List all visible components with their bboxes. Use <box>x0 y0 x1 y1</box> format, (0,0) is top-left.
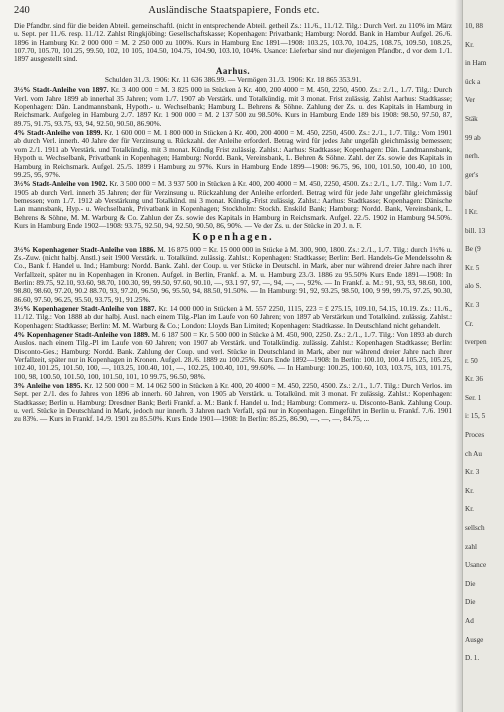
bond-body: M. 6 187 500 = Kr. 5 500 000 in Stücke à M. 450, 900, 2250. Zs.: 2./1., 1./7. Tilg.: Von 1893 ab durch Auslos. nach einem Tilg.-Pl im Laufe von 60 Jahren; von 1907 ab Verstärk. und Totalkündig. zulässig. Zahlst.: Kopenhagen Stadtkasse; Berlin: Disconto-Ges.; Hamburg: Nordd. Bank. Zahlung der Coup. und verl. Stücke in Deutschland in Mark, aber nur während dreier Jahre nach ihrer Verfallzeit, später nur in Kopenhagen in Kronen. Aufgel. 28./6. 1889 zu 100.25%. Kurs Ende 1892—1908: In Berlin: 100.10, 100.4 105.25, 105.25, 102.40, 101.25, 101.50, 100, —, 103.25, 100.40, 101, —, 102.25, 100.40, 101, 99.60%. — In Hamburg: 100.25, 100.60, 103, 103.75, 103, 101.75, 100, 98, 100.50, 101.50, 100, 101.50, 101, 10 99.75, 96.50, 98%. <box>14 330 452 381</box>
facing-page-fragment: Kr. <box>465 505 474 514</box>
facing-page-fragment: ch Au <box>465 449 482 458</box>
facing-page-fragment: nerh. <box>465 152 480 161</box>
facing-page-fragment: i: 15, 5 <box>465 412 486 421</box>
bond-body: Kr. 3 400 000 = M. 3 825 000 in Stücken à Kr. 400, 200 4000 = M. 450, 2250, 4500. Zs.: 2./1., 1./7. Tilg.: Durch Verl. vom Jahre 1899 ab innerhal 35 Jahren; vom 1./7. 1907 ab Verstärk. und Totalkündig. mit 3 monat. Frist zulässig. Zahlst Aarhus: Stadtkasse; Kopenhagen: Dän. Landmannsbank, Hypoth.- u. Wechselbank; Hamburg L. Behrens & Söhne. Zahlung der Zs. u. des Kapitals in Hamburg in Reichsmark. Aufgeleg in Hamburg 2./7. 1897 Kr. 1 900 000 = M. 2 137 500 zu 98.50%. Kurs in Hamburg Ende 189 bis 1908: 98.50, 97.50, 87, 89.75, 91.75, 93.75, 93, 94, 92.50, 90.50, 86.90%. <box>14 85 452 128</box>
facing-page-fragment: r. 50 <box>465 356 478 365</box>
facing-page-fragment: l Kr. <box>465 207 478 216</box>
facing-page-fragment: Die <box>465 579 476 588</box>
bond-title: 3% Anleihe von 1895. <box>14 381 83 391</box>
bond-entry <box>14 129 452 179</box>
facing-page-fragment: tverpen <box>465 338 487 347</box>
page-number: 240 <box>14 5 30 16</box>
facing-page-fragment: D. 1. <box>465 654 480 663</box>
facing-page-edge <box>462 0 504 712</box>
facing-page-fragment: 10, 88 <box>465 22 483 30</box>
facing-page-fragment: bäuf <box>465 189 478 198</box>
bond-entry <box>14 382 452 424</box>
bond-title: 3½% Stadt-Anleihe von 1897. <box>14 85 109 95</box>
facing-page-fragment: Ver <box>465 96 475 105</box>
bond-body: M. 16 875 000 = Kr. 15 000 000 in Stücke à M. 300, 900, 1800. Zs.: 2./1., 1./7. Tilg.: durch 1½% u. Zs.-Zuw. (nicht halbj. Anstl.) seit 1900 Verstärk. u. Totalkünd. zulässig. Zahlst.: Kopenhagen: Stadtkasse; Berlin: Berl. Handels-Ge Mendelssohn & Co., Bank f. Handel u. Ind.; Hamburg: Nordd. Bank. Zahl. der Coup. u. ver Stücke in Deutschl. in Mark, aber nur während dreier Jahre nach ihrer Verfallzeit, später nu in Kopenhagen in Kronen. Aufgel. in Berlin, Frankf. a. M. u. Hamburg 23./3. 1886 zu 95.50% Kurs Ende 1891—1908: In Berlin: 89.75, 92.10, 93.60, 98.70, 100.30, 99, 99.50, 97.60, 90.10, —, 93.1 97, 97, —, 94, —, —, 92%. — In Frankf. a. M.: 91, 93, 93, 98.60, 100, 98.80, 98.60, 97.20, 90.2 88.70, 93, 97.20, 96.50, 96, 95.50, 94, 88.50, 91.50%. — In Hamburg: 91, 92, 93.25, 98.50, 100, 9 99, 99.75, 97.25, 90.30, 86.60, 97.50, 96.25, 95.50, 93.75, 91, 91.25%. <box>14 244 452 304</box>
facing-page-fragment: Ad <box>465 617 474 625</box>
facing-page-fragment: Kr. 3 <box>465 468 480 477</box>
facing-page-fragment: Kr. <box>465 40 474 49</box>
facing-page-fragment: zahl <box>465 542 477 551</box>
facing-page-fragment: Kr. 36 <box>465 375 483 384</box>
section-summary-aarhus: Schulden 31./3. 1906: Kr. 11 636 386.99. — Vermögen 31./3. 1906: Kr. 18 865 353.91. <box>104 75 362 85</box>
bond-entry <box>14 180 452 230</box>
facing-page-fragment: Ser. 1 <box>465 393 482 402</box>
facing-page-fragment: Die <box>465 598 476 607</box>
page-header <box>14 5 454 19</box>
section-heading-aarhus: Aarhus. <box>215 65 251 76</box>
facing-page-fragment: Kr. 3 <box>465 300 480 309</box>
facing-page-fragment: bill. 13 <box>465 226 486 235</box>
facing-page-fragment: Stäk <box>465 114 478 123</box>
bond-entry <box>14 331 452 381</box>
facing-page-fragment: Kr. 5 <box>465 263 480 272</box>
bond-title: 3½% Stadt-Anleihe von 1902. <box>14 179 108 189</box>
intro-paragraph: Die Pfandbr. sind für die beiden Abteil. gemeinschaftl. (nicht in entsprechende Abteil. getheil Zs.: 11./6., 11./12. Tilg.: Durch Verl. zu 110% im März u. Sept. per 11./6. resp. 11./12. Zahlst Ringkjöbing: Gesellschaftskasse; Kopenhagen: Privatbank; Hamburg: Nordd. Bank in Hambur Aufgel. 26./6. 1896 in Hamburg Kr. 2 000 000 = M. 2 250 000 zu 100%. Kurs in Hamburg Enc 1891—1908: 103.25, 103.70, 104.25, 108.75, 109.50, 108.25, 107.70, 105.70, 101.25, 99.50, 102, 10 105, 104.50, 104.75, 104.90, 103.10, 104%. Usance: Lieferbar sind nur diejenigen Pfandbr., d vor dem 1./1. 1897 ausgestellt sind. <box>14 21 452 64</box>
bond-entry <box>14 305 452 330</box>
facing-page-fragment: alo S. <box>465 282 482 291</box>
bond-body: Kr. 14 000 000 in Stücken à M. 557 2250, 1115, 223 = £ 275.15, 109.10, 54.15, 10.19. Zs.: 11./6., 11./12. Tilg.: Von 1888 ab dur halbj. Ausl. nach einem Tilg.-Plan im Laufe von 60 Jahren; von 1897 ab Verstärkun und Totalkünd. zulässig. Zahlst.: Kopenhagen: Stadtkasse; Berlin: M. M. Warburg & Co.; London: Lloyds Ban Limited; Kopenhagen: Stadtkasse. In Deutschland nicht gehandelt. <box>14 304 452 330</box>
bond-body: Kr. 3 500 000 = M. 3 937 500 in Stücken à Kr. 400, 200 4000 = M. 450, 2250, 4500. Zs.: 2./1., 1./7. Tilg.: Vom 1./7. 1905 ab durch Verl. innerh 35 Jahren; der für Verzinsung u. Rückzahlung der Anleihe erforderl. Betrag wird für jede Jahr ungefähr gleichmässig bemessen; vom 1./7. 1912 ab Verstärkung und Totalkünd. mi 3 monat. Kündig.-Frist zulässig. Zahlst.: Aarhus: Stadtkasse; Kopenhagen: Dänische Lan mannsbank, Hyp.- u. Wechselbank, Privatbank in Kopenhagen; Stockholm: Stockh. Enskild Bank; Hamburg: Nordd. Bank, Vereinsbank, L. Behrens & Söhne, M. M. Warburg & Co. Zahlun der Zs. sowie des Kapitals in Hamburg in Reichsmark. Aufgel. 22./5. 1902 in Hamburg 94.50%. Kurs in Hamburg Ende 1902—1908: 93.75, 92.50, 94, 92.50, 90.50, 86, 90%. — Ve der Zs. u. der Stücke in 20 J. n. F. <box>14 179 453 230</box>
facing-page-fragment: Proces <box>465 431 485 440</box>
bond-title: 4% Kopenhagener Stadt-Anleihe von 1889. <box>14 330 150 340</box>
facing-page-fragment: Be (9 <box>465 245 481 254</box>
facing-page-fragment: ück a <box>465 77 481 86</box>
facing-page-fragment: Cr. <box>465 319 474 328</box>
facing-page-fragment: sellsch <box>465 524 485 533</box>
bond-title: 3½% Kopenhagener Stadt-Anleihe von 1886. <box>14 244 156 254</box>
bond-body: Kr. 12 500 000 = M. 14 062 500 in Stücken à Kr. 400, 20 4000 = M. 450, 2250, 4500. Zs.: 2./1., 1./7. Tilg.: Durch Verlos. im Sept. per 2./1. des fo Jahres von 1896 ab innerh. 60 Jahren, von 1905 ab Verstärk. u. Totalkünd. mit 3 monat. Fr zulässig. Zahlst.: Kopenhagen: Stadtkasse; Berlin u. Hamburg: Dresdner Bank; Berli Frankf. a. M.: Bank f. Handel u. Ind.; Hamburg: Commerz- u. Disconto-Bank. Zahlung Coup. u. verl. Stücke in Deutschland in Mark, jedoch nur innerh. 3 Jahren nach Verfall, spä nur in Kopenhagen. Eingeführt in Berlin u. Frankf. 7./6. 1901 zu 83%. — Kurs in Frankf. 14./9. 1901 zu 85.50%. Kurs Ende 1901—1908: In Berlin: 85.25, 86.90, —, —, —, 84.75, ... <box>14 381 452 424</box>
bond-title: 3½% Kopenhagener Stadt-Anleihe von 1887. <box>14 304 157 313</box>
facing-page-fragment: in Ham <box>465 59 487 68</box>
bond-body: Kr. 1 600 000 = M. 1 800 000 in Stücken à Kr. 400, 200 4000 = M. 450, 2250, 4500. Zs.: 2./1., 1./7. Tilg.: Vom 1901 ab durch Verl. innerh. 40 Jahre der für Verzinsung u. Rückzahl. der Anleihe erforderl. Betrag wird für jedes Jahr ungefäh gleichmässig bemessen; vom 2./1. 1911 ab Verstärk. und Totalkündig. mit 3 monat. Kündig Frist zulässig. Zahlst.: Aarhus: Stadtkasse; Kopenhagen: Dän. Landmannsbank, Hypoth u. Wechselbank, Privatbank in Kopenhagen; Hamburg: Nordd. Bank, Vereinsbank, L. Behren & Söhne. Zahl. der Zs. sowie des Kapitals in Hamburg in Reichsmark. Aufgel. 25./5. 1899 i Hamburg zu 97%. Kurs in Hamburg Ende 1899—1908: 96.75, 96, 100, 101.50, 100.40, 10 100, 99.25, 95, 97%. <box>14 128 452 179</box>
facing-page-fragment: Usance <box>465 561 487 570</box>
running-title: Ausländische Staatspapiere, Fonds etc. <box>148 5 320 16</box>
bond-entry <box>14 86 452 128</box>
facing-page-fragment: Kr. <box>465 486 474 495</box>
facing-page-fragment: 99 ab <box>465 133 481 142</box>
section-heading-kopenhagen: Kopenhagen. <box>192 232 274 244</box>
text-column <box>14 22 452 424</box>
bond-entry <box>14 246 452 304</box>
bond-title: 4% Stadt-Anleihe von 1899. <box>14 128 103 138</box>
facing-page-fragment: Ausge <box>465 635 484 644</box>
facing-page-fragment: ger's <box>465 170 479 179</box>
